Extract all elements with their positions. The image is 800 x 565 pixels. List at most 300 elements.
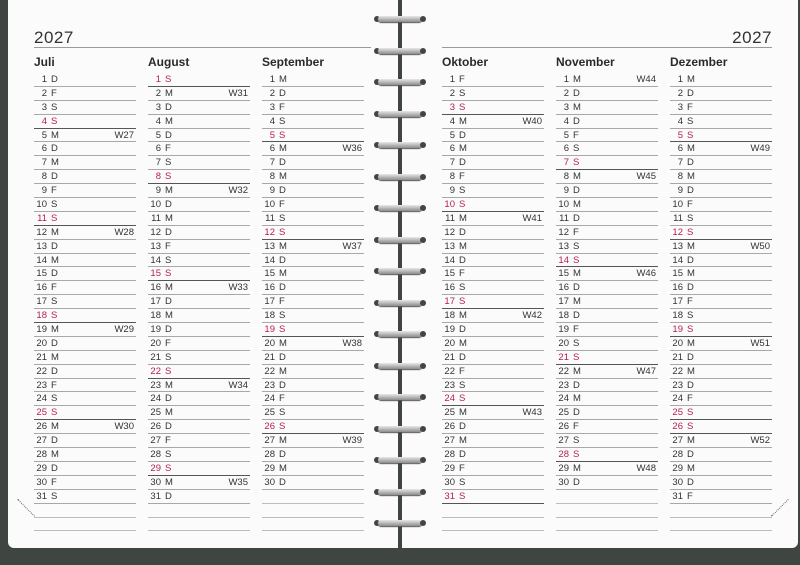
day-number: 25 — [264, 407, 275, 419]
weekday-letter: M — [51, 129, 59, 141]
day-row — [262, 156, 364, 170]
day-number: 17 — [672, 296, 683, 308]
weekday-letter: M — [573, 199, 581, 211]
weekday-letter: M — [51, 449, 59, 461]
day-row — [556, 73, 658, 87]
weekday-letter: S — [687, 324, 694, 336]
day-row — [262, 420, 364, 434]
day-row — [670, 295, 772, 309]
day-row — [34, 142, 136, 156]
blank-row — [670, 518, 772, 532]
top-rule — [34, 47, 371, 48]
day-row — [442, 267, 544, 281]
weekday-letter: S — [687, 226, 694, 238]
day-number: 23 — [150, 379, 161, 391]
day-row — [262, 379, 364, 393]
day-row — [148, 379, 250, 393]
right-page — [402, 0, 798, 548]
month-column-juli — [34, 53, 136, 531]
weekday-letter: S — [459, 379, 466, 391]
day-row — [148, 254, 250, 268]
day-number: 8 — [563, 171, 569, 183]
day-number: 18 — [558, 310, 569, 322]
day-row — [34, 115, 136, 129]
day-row — [556, 267, 658, 281]
day-number: 21 — [558, 351, 569, 363]
weekday-letter: S — [459, 101, 466, 113]
weekday-letter: S — [573, 449, 580, 461]
day-row — [670, 73, 772, 87]
weekday-letter: S — [687, 115, 694, 127]
weekday-letter: M — [51, 324, 59, 336]
weekday-letter: D — [459, 129, 466, 141]
day-number: 28 — [444, 449, 455, 461]
day-number: 10 — [36, 199, 47, 211]
day-row — [556, 337, 658, 351]
weekday-letter: D — [687, 185, 694, 197]
day-row — [670, 448, 772, 462]
weekday-letter: M — [165, 185, 173, 197]
day-number: 3 — [563, 101, 569, 113]
weekday-letter: F — [165, 337, 171, 349]
day-number: 2 — [155, 87, 161, 99]
day-number: 18 — [672, 310, 683, 322]
day-row — [442, 323, 544, 337]
day-number: 24 — [444, 393, 455, 405]
weekday-letter: S — [51, 101, 58, 113]
day-number: 11 — [673, 212, 683, 224]
day-row — [556, 365, 658, 379]
corner-perforation — [771, 499, 798, 534]
day-row — [34, 406, 136, 420]
day-number: 10 — [672, 199, 683, 211]
weekday-letter: F — [279, 393, 285, 405]
weekday-letter: M — [573, 393, 581, 405]
weekday-letter: S — [279, 226, 286, 238]
weekday-letter: S — [279, 421, 286, 433]
week-number: W49 — [750, 143, 770, 155]
weekday-letter: D — [165, 101, 172, 113]
day-row — [148, 87, 250, 101]
day-number: 21 — [444, 351, 455, 363]
day-number: 6 — [677, 143, 683, 155]
day-row — [34, 476, 136, 490]
day-row — [148, 448, 250, 462]
day-row — [556, 240, 658, 254]
day-number: 20 — [672, 337, 683, 349]
day-number: 24 — [558, 393, 569, 405]
weekday-letter: F — [687, 199, 693, 211]
day-number: 19 — [672, 324, 683, 336]
day-number: 28 — [264, 449, 275, 461]
day-row — [34, 281, 136, 295]
weekday-letter: M — [165, 115, 173, 127]
day-row — [556, 295, 658, 309]
day-number: 23 — [558, 379, 569, 391]
day-number: 11 — [37, 212, 47, 224]
day-row — [556, 115, 658, 129]
day-number: 27 — [150, 435, 161, 447]
day-row — [670, 462, 772, 476]
weekday-letter: D — [279, 254, 286, 266]
day-number: 25 — [36, 407, 47, 419]
weekday-letter: D — [165, 226, 172, 238]
weekday-letter: D — [51, 462, 58, 474]
day-row — [148, 267, 250, 281]
day-row — [442, 115, 544, 129]
day-number: 14 — [558, 254, 569, 266]
weekday-letter: M — [687, 365, 695, 377]
day-row — [556, 87, 658, 101]
day-row — [148, 365, 250, 379]
day-row — [262, 295, 364, 309]
day-number: 13 — [150, 240, 161, 252]
day-number: 21 — [36, 351, 47, 363]
weekday-letter: D — [459, 449, 466, 461]
day-number: 20 — [444, 337, 455, 349]
weekday-letter: M — [279, 240, 287, 252]
weekday-letter: S — [459, 87, 466, 99]
day-number: 10 — [444, 199, 455, 211]
day-row — [670, 309, 772, 323]
day-row — [442, 101, 544, 115]
day-number: 28 — [36, 449, 47, 461]
weekday-letter: F — [165, 143, 171, 155]
weekday-letter: D — [51, 74, 58, 85]
weekday-letter: S — [165, 462, 172, 474]
weekday-letter: M — [279, 337, 287, 349]
day-number: 21 — [150, 351, 161, 363]
day-row — [34, 434, 136, 448]
day-number: 22 — [264, 365, 275, 377]
day-row — [148, 351, 250, 365]
week-number: W45 — [636, 171, 656, 183]
week-number: W36 — [342, 143, 362, 155]
weekday-letter: D — [51, 143, 58, 155]
day-number: 9 — [563, 185, 569, 197]
day-row — [34, 420, 136, 434]
day-number: 6 — [449, 143, 455, 155]
day-number: 3 — [677, 101, 683, 113]
day-number: 16 — [150, 282, 161, 294]
day-number: 21 — [672, 351, 683, 363]
weekday-letter: S — [165, 254, 172, 266]
weekday-letter: D — [165, 421, 172, 433]
day-number: 20 — [558, 337, 569, 349]
day-row — [556, 129, 658, 143]
weekday-letter: D — [459, 254, 466, 266]
weekday-letter: D — [573, 282, 580, 294]
day-number: 4 — [41, 115, 47, 127]
week-number: W30 — [114, 421, 134, 433]
day-number: 17 — [264, 296, 275, 308]
day-number: 30 — [150, 476, 161, 488]
day-row — [148, 170, 250, 184]
left-year: 2027 — [34, 28, 74, 47]
day-row — [148, 129, 250, 143]
weekday-letter: D — [51, 365, 58, 377]
day-row — [556, 156, 658, 170]
weekday-letter: D — [165, 393, 172, 405]
weekday-letter: S — [459, 282, 466, 294]
day-number: 14 — [150, 254, 161, 266]
weekday-letter: S — [687, 129, 694, 141]
day-row — [148, 406, 250, 420]
weekday-letter: F — [573, 324, 579, 336]
day-number: 11 — [445, 212, 455, 224]
day-row — [442, 462, 544, 476]
blank-row — [34, 504, 136, 518]
week-number: W37 — [342, 240, 362, 252]
week-number: W50 — [750, 240, 770, 252]
weekday-letter: S — [165, 268, 172, 280]
weekday-letter: S — [165, 74, 172, 85]
day-number: 27 — [36, 435, 47, 447]
day-row — [34, 490, 136, 504]
day-number: 28 — [558, 449, 569, 461]
day-row — [442, 198, 544, 212]
day-number: 1 — [677, 74, 683, 85]
day-number: 26 — [36, 421, 47, 433]
day-row — [556, 406, 658, 420]
week-number: W35 — [228, 476, 248, 488]
weekday-letter: M — [459, 337, 467, 349]
day-row — [148, 392, 250, 406]
day-number: 10 — [558, 199, 569, 211]
day-row — [34, 254, 136, 268]
day-number: 23 — [264, 379, 275, 391]
weekday-letter: F — [279, 101, 285, 113]
day-row — [262, 212, 364, 226]
weekday-letter: D — [165, 490, 172, 502]
day-number: 6 — [269, 143, 275, 155]
weekday-letter: F — [687, 101, 693, 113]
day-row — [34, 87, 136, 101]
week-number: W28 — [114, 226, 134, 238]
weekday-letter: D — [687, 157, 694, 169]
month-name: November — [556, 55, 615, 69]
day-row — [148, 142, 250, 156]
day-number: 10 — [264, 199, 275, 211]
day-number: 29 — [150, 462, 161, 474]
day-row — [556, 198, 658, 212]
weekday-letter: D — [165, 324, 172, 336]
binding-ring — [378, 75, 422, 89]
blank-row — [148, 504, 250, 518]
weekday-letter: M — [51, 351, 59, 363]
weekday-letter: D — [51, 435, 58, 447]
day-row — [262, 323, 364, 337]
day-number: 13 — [672, 240, 683, 252]
day-row — [442, 156, 544, 170]
day-number: 1 — [155, 74, 161, 85]
binding-ring — [378, 138, 422, 152]
day-row — [442, 73, 544, 87]
weekday-letter: D — [573, 185, 580, 197]
day-number: 17 — [36, 296, 47, 308]
day-row — [148, 73, 250, 87]
weekday-letter: M — [459, 240, 467, 252]
day-row — [442, 142, 544, 156]
day-row — [442, 490, 544, 504]
day-number: 26 — [264, 421, 275, 433]
day-row — [442, 240, 544, 254]
blank-row — [442, 504, 544, 518]
weekday-letter: M — [459, 115, 467, 127]
left-page — [8, 0, 398, 548]
day-number: 3 — [269, 101, 275, 113]
weekday-letter: D — [573, 379, 580, 391]
day-number: 4 — [563, 115, 569, 127]
day-number: 18 — [150, 310, 161, 322]
week-number: W39 — [342, 435, 362, 447]
day-number: 12 — [264, 226, 275, 238]
weekday-letter: D — [459, 351, 466, 363]
weekday-letter: M — [573, 101, 581, 113]
day-row — [262, 73, 364, 87]
day-number: 29 — [444, 462, 455, 474]
weekday-letter: F — [459, 171, 465, 183]
weekday-letter: D — [51, 240, 58, 252]
day-number: 30 — [444, 476, 455, 488]
day-number: 20 — [264, 337, 275, 349]
weekday-letter: F — [279, 199, 285, 211]
weekday-letter: F — [687, 296, 693, 308]
day-row — [148, 115, 250, 129]
day-number: 26 — [150, 421, 161, 433]
day-number: 19 — [150, 324, 161, 336]
day-number: 22 — [672, 365, 683, 377]
weekday-letter: D — [279, 185, 286, 197]
weekday-letter: M — [279, 435, 287, 447]
day-row — [262, 115, 364, 129]
week-number: W42 — [522, 310, 542, 322]
day-row — [670, 490, 772, 504]
day-number: 1 — [449, 74, 455, 85]
day-number: 5 — [155, 129, 161, 141]
weekday-letter: F — [459, 268, 465, 280]
weekday-letter: F — [573, 226, 579, 238]
day-number: 26 — [444, 421, 455, 433]
day-number: 25 — [558, 407, 569, 419]
day-row — [34, 156, 136, 170]
day-row — [670, 254, 772, 268]
day-number: 6 — [563, 143, 569, 155]
binding-ring — [378, 485, 422, 499]
day-number: 17 — [558, 296, 569, 308]
month-name: Dezember — [670, 55, 728, 69]
day-row — [34, 170, 136, 184]
corner-perforation — [8, 499, 35, 534]
blank-row — [34, 518, 136, 532]
weekday-letter: M — [687, 462, 695, 474]
weekday-letter: D — [687, 87, 694, 99]
day-number: 1 — [41, 74, 47, 85]
week-number: W40 — [522, 115, 542, 127]
weekday-letter: S — [459, 476, 466, 488]
weekday-letter: S — [573, 240, 580, 252]
day-number: 15 — [264, 268, 275, 280]
weekday-letter: D — [279, 351, 286, 363]
weekday-letter: M — [459, 435, 467, 447]
blank-row — [148, 518, 250, 532]
day-row — [556, 434, 658, 448]
day-number: 13 — [36, 240, 47, 252]
weekday-letter: M — [573, 268, 581, 280]
day-number: 15 — [36, 268, 47, 280]
day-row — [262, 448, 364, 462]
binding-ring — [378, 201, 422, 215]
weekday-letter: D — [687, 351, 694, 363]
day-number: 16 — [558, 282, 569, 294]
day-number: 24 — [150, 393, 161, 405]
day-row — [148, 490, 250, 504]
weekday-letter: S — [687, 407, 694, 419]
day-row — [262, 462, 364, 476]
day-row — [34, 379, 136, 393]
day-number: 23 — [672, 379, 683, 391]
weekday-letter: D — [573, 407, 580, 419]
day-row — [148, 156, 250, 170]
day-number: 19 — [36, 324, 47, 336]
day-number: 26 — [672, 421, 683, 433]
blank-row — [262, 518, 364, 532]
day-row — [34, 295, 136, 309]
weekday-letter: S — [687, 310, 694, 322]
weekday-letter: S — [279, 310, 286, 322]
day-row — [442, 476, 544, 490]
week-number: W34 — [228, 379, 248, 391]
week-number: W32 — [228, 185, 248, 197]
day-number: 8 — [155, 171, 161, 183]
day-number: 7 — [563, 157, 569, 169]
day-row — [442, 392, 544, 406]
binding-ring — [378, 422, 422, 436]
month-column-august — [148, 53, 250, 531]
binding-ring — [378, 453, 422, 467]
day-number: 23 — [444, 379, 455, 391]
day-row — [670, 170, 772, 184]
day-row — [34, 267, 136, 281]
day-number: 8 — [449, 171, 455, 183]
day-number: 6 — [41, 143, 47, 155]
day-row — [556, 351, 658, 365]
weekday-letter: S — [51, 199, 58, 211]
day-number: 31 — [150, 490, 161, 502]
day-row — [442, 406, 544, 420]
day-number: 9 — [269, 185, 275, 197]
weekday-letter: F — [165, 240, 171, 252]
day-row — [556, 170, 658, 184]
day-number: 29 — [558, 462, 569, 474]
day-number: 30 — [558, 476, 569, 488]
day-row — [442, 365, 544, 379]
day-number: 25 — [150, 407, 161, 419]
day-row — [442, 184, 544, 198]
day-row — [670, 434, 772, 448]
day-number: 12 — [150, 226, 161, 238]
day-row — [556, 142, 658, 156]
weekday-letter: F — [51, 185, 57, 197]
day-number: 31 — [444, 490, 455, 502]
day-number: 5 — [449, 129, 455, 141]
weekday-letter: S — [459, 393, 466, 405]
weekday-letter: M — [165, 212, 173, 224]
weekday-letter: S — [165, 449, 172, 461]
day-number: 22 — [36, 365, 47, 377]
day-row — [34, 73, 136, 87]
day-row — [34, 226, 136, 240]
